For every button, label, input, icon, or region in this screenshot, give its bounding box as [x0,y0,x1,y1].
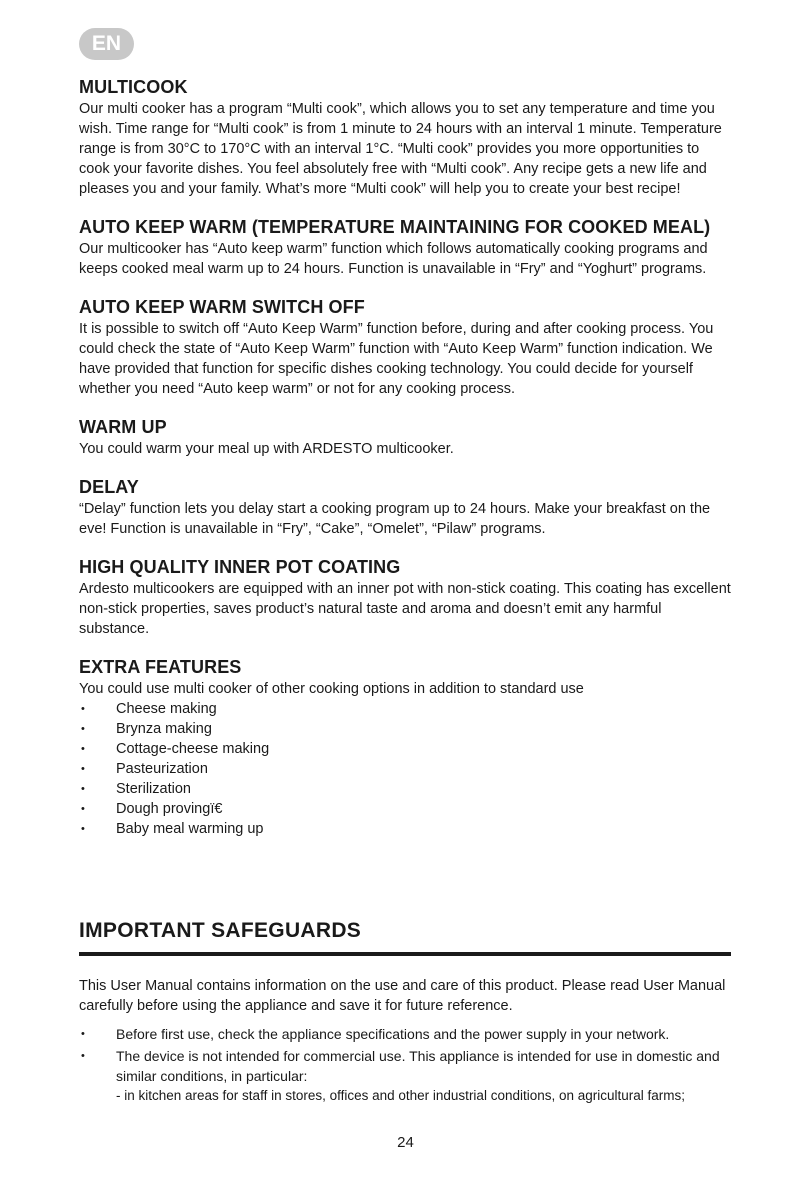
page-number: 24 [397,1134,414,1151]
language-badge: EN [79,28,134,60]
list-item-text: Before first use, check the appliance specifications and the power supply in your network. [116,1026,670,1042]
feature-descriptions [79,75,731,855]
section-title: AUTO KEEP WARM SWITCH OFF [79,297,365,317]
list-item [79,1046,731,1106]
section-body: You could use multi cooker of other cooking options in addition to standard use [79,681,584,697]
important-safeguards [79,916,731,1108]
section-extra-features [79,655,731,839]
section-title: AUTO KEEP WARM (TEMPERATURE MAINTAINING FOR COOKED MEAL) [79,217,711,237]
safeguards-intro: This User Manual contains information on the use and care of this product. Please read User Manual carefully before using the appliance and save it for future reference. [79,978,726,1014]
section-delay [79,475,731,539]
section-body: Ardesto multicookers are equipped with an inner pot with non-stick coating. This coating has excellent non-stick properties, saves product’s natural taste and aroma and doesn’t emit any harmful substance. [79,581,731,637]
section-multicook [79,75,731,199]
section-inner-pot-coating [79,555,731,639]
section-title: WARM UP [79,417,167,437]
section-auto-keep-warm [79,215,731,279]
section-body: “Delay” function lets you delay start a cooking program up to 24 hours. Make your breakfast on the eve! Function is unavailable in “Fry”, “Cake”, “Omelet”, “Pilaw” programs. [79,501,711,537]
section-title: HIGH QUALITY INNER POT COATING [79,557,401,577]
section-title: DELAY [79,477,139,497]
safeguards-title: IMPORTANT SAFEGUARDS [79,919,362,942]
list-item: • Pasteurization [79,759,731,779]
section-body: It is possible to switch off “Auto Keep Warm” function before, during and after cooking process. You could check the state of “Auto Keep Warm” function with “Auto Keep Warm” function indication. We have provided that function for specific dishes cooking technology. You could decide for yourself whether you need “Auto keep warm” or not for any cooking process. [79,321,714,397]
list-item: • Cottage-cheese making [79,739,731,759]
list-item: • Baby meal warming up [79,819,731,839]
list-sub-item: - in kitchen areas for staff in stores, offices and other industrial conditions, on agricultural farms; [116,1088,686,1103]
section-body: Our multi cooker has a program “Multi cook”, which allows you to set any temperature and time you wish. Time range for “Multi cook” is from 1 minute to 24 hours with an interval 1 minute. Temperature range is from 30°C to 170°C with an interval 1°C. “Multi cook” provides you more opportunities to cook your favorite dishes. You feel absolutely free with “Multi cook”. Any recipe gets a new life and pleases you and your family. What’s more “Multi cook” will help you to create your best recipe! [79,101,722,197]
list-item: • Cheese making [79,699,731,719]
section-title: EXTRA FEATURES [79,657,242,677]
title-divider [79,952,731,956]
extra-features-list [79,699,731,839]
section-auto-keep-warm-switch-off [79,295,731,399]
section-warm-up [79,415,731,459]
section-body: You could warm your meal up with ARDESTO multicooker. [79,441,454,457]
list-item [79,1024,731,1044]
section-title: MULTICOOK [79,77,188,97]
section-body: Our multicooker has “Auto keep warm” function which follows automatically cooking programs and keeps cooked meal warm up to 24 hours. Function is unavailable in “Fry” and “Yoghurt” programs. [79,241,708,277]
safeguards-list [79,1024,731,1106]
list-item-text: The device is not intended for commercial use. This appliance is intended for use in domestic and similar conditions, in particular: [116,1048,720,1084]
list-item: • Sterilization [79,779,731,799]
list-item: • Dough provingї€ [79,799,731,819]
list-item: • Brynza making [79,719,731,739]
